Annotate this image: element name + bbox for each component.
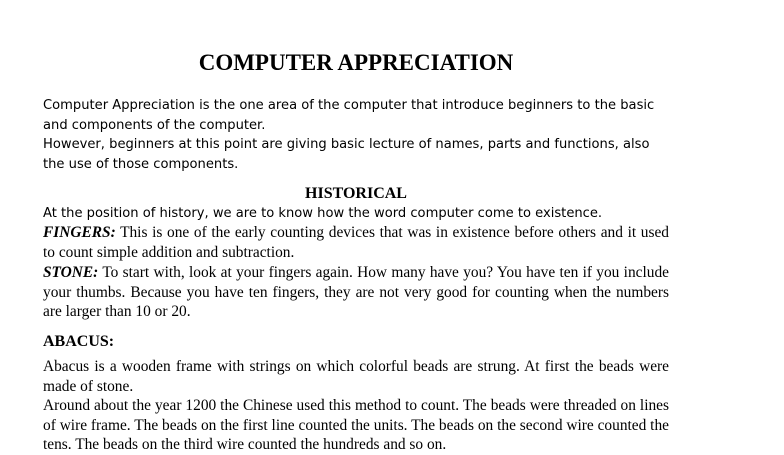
abacus-heading: ABACUS:	[43, 333, 115, 350]
history-intro-line: At the position of history, we are to know how the word computer come to existence.	[43, 206, 603, 221]
fingers-paragraph	[43, 223, 669, 262]
abacus-paragraph-2: Around about the year 1200 the Chinese used this method to count. The beads were threaded on lines of wire frame. The beads on the first line counted the units. The beads on the second wire counted the tens. The beads on the third wire counted the hundreds and so on.	[43, 397, 669, 453]
historical-heading: HISTORICAL	[305, 185, 407, 202]
document-title: COMPUTER APPRECIATION	[198, 50, 514, 75]
intro-paragraph-2: However, beginners at this point are giving basic lecture of names, parts and functions, also the use of those components.	[43, 137, 650, 172]
stone-text: To start with, look at your fingers again. How many have you? You have ten if you include your thumbs. Because you have ten fingers, they are not very good for counting when the numbers are larger than 10 or 20.	[43, 264, 669, 320]
stone-label: STONE:	[43, 264, 99, 281]
stone-paragraph	[43, 263, 669, 322]
abacus-paragraph-1: Abacus is a wooden frame with strings on which colorful beads are strung. At first the beads were made of stone.	[43, 358, 669, 395]
fingers-label: FINGERS:	[43, 224, 116, 241]
fingers-text: This is one of the early counting devices that was in existence before others and it used to count simple addition and subtraction.	[43, 224, 669, 261]
intro-paragraph-1: Computer Appreciation is the one area of the computer that introduce beginners to the basic and components of the computer.	[43, 98, 655, 133]
